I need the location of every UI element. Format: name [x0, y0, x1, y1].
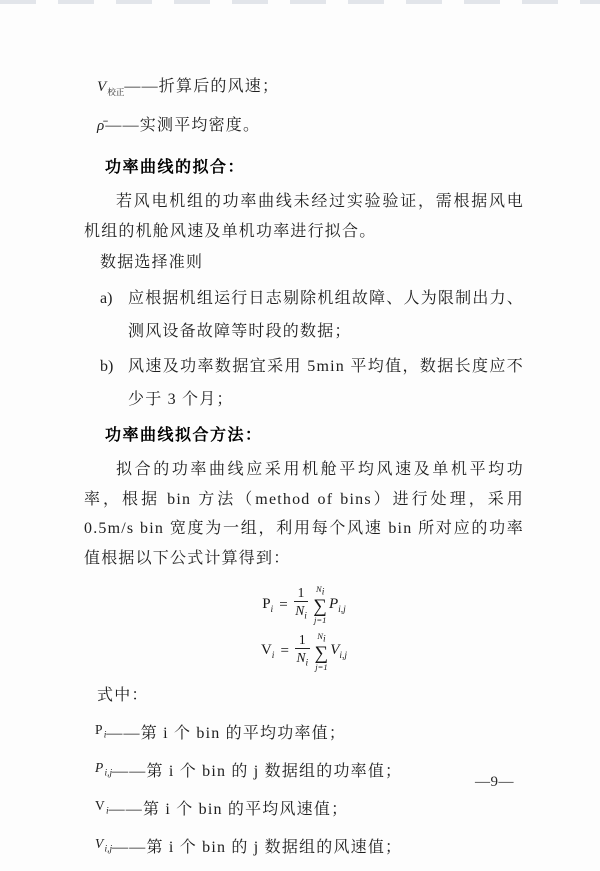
- formula-block: [84, 585, 524, 671]
- list-item-text: 风速及功率数据宜采用 5min 平均值，数据长度应不少于 3 个月；: [128, 358, 524, 409]
- list-marker: b): [100, 358, 114, 376]
- term-definition-line: [95, 794, 524, 832]
- fraction: [295, 632, 310, 672]
- formula-term: $P_{i,j}$: [328, 595, 346, 615]
- summation-lower-limit: j=1: [314, 615, 327, 626]
- term-symbol: Pi,j: [95, 759, 113, 779]
- fraction-denominator: $N_i$: [296, 650, 309, 669]
- summation-upper-limit: $N_i$: [316, 584, 325, 599]
- formula-mean-power: [262, 585, 346, 625]
- section-heading-fitting: 功率曲线的拟合：: [105, 159, 246, 177]
- symbol-definition-line: [97, 70, 524, 109]
- equals-sign: =: [280, 643, 289, 660]
- summation-upper-limit: $N_i$: [317, 631, 326, 645]
- symbol-description: ——实测平均密度。: [105, 117, 261, 135]
- term-symbol: Pi: [95, 721, 107, 741]
- fraction-denominator: $N_i$: [295, 603, 307, 623]
- section-heading-method: 功率曲线拟合方法：: [105, 427, 263, 445]
- page-number: —9—: [475, 774, 514, 790]
- term-definition-line: [95, 756, 524, 794]
- fraction: [294, 585, 309, 625]
- term-description: ——第 i 个 bin 的平均功率值；: [106, 724, 347, 742]
- sigma-symbol: ∑: [313, 596, 327, 618]
- summation: [315, 632, 329, 672]
- term-description: ——第 i 个 bin 的 j 数据组的功率值；: [112, 762, 403, 780]
- term-symbol: Vi: [95, 798, 109, 817]
- term-description: ——第 i 个 bin 的 j 数据组的风速值；: [112, 839, 403, 857]
- data-rules-list: [100, 282, 524, 416]
- formula-mean-windspeed: [261, 632, 347, 672]
- paragraph-fitting-intro: 若风电机组的功率曲线未经过实验验证，需根据风电机组的机舱风速及单机功率进行拟合。: [84, 193, 524, 240]
- fraction-numerator: 1: [294, 585, 309, 602]
- summation-lower-limit: j=1: [315, 661, 328, 672]
- term-description: ——第 i 个 bin 的平均风速值；: [108, 801, 349, 819]
- list-marker: a): [100, 290, 113, 308]
- equals-sign: =: [279, 596, 288, 613]
- term-definition-line: [95, 718, 524, 756]
- sigma-symbol: ∑: [314, 642, 329, 664]
- list-item-text: 应根据机组运行日志剔除机组故障、人为限制出力、测风设备故障等时段的数据；: [128, 290, 524, 341]
- list-item-a: [100, 282, 524, 348]
- symbol-definition-line: [97, 109, 524, 148]
- symbol-rho-bar: ρ̄: [97, 118, 106, 135]
- paragraph-method: 拟合的功率曲线应采用机舱平均风速及单机平均功率，根据 bin 方法（method of bins）进行处理，采用 0.5m/s bin 宽度为一组，利用每个风速 bin 所对应的功率值根据以下公式计算得到：: [84, 461, 524, 567]
- document-body: [84, 70, 524, 871]
- term-symbol: Vi,j: [95, 836, 113, 855]
- list-item-b: [100, 350, 524, 416]
- formula-where-label: 式中：: [97, 686, 149, 704]
- scan-top-edge-artifact: [0, 0, 600, 4]
- fraction-numerator: 1: [295, 632, 310, 649]
- formula-term: $V_{i,j}$: [330, 642, 348, 662]
- symbol-subscript: 校正: [107, 87, 125, 98]
- formula-lhs: $P_i$: [262, 595, 274, 615]
- subheading-data-rules: 数据选择准则: [100, 254, 204, 272]
- formula-lhs: $V_i$: [260, 642, 275, 662]
- summation: [313, 585, 327, 625]
- symbol-v-corrected: V: [97, 79, 108, 95]
- term-definition-line: [95, 832, 524, 870]
- symbol-description: ——折算后的风速；: [124, 78, 280, 95]
